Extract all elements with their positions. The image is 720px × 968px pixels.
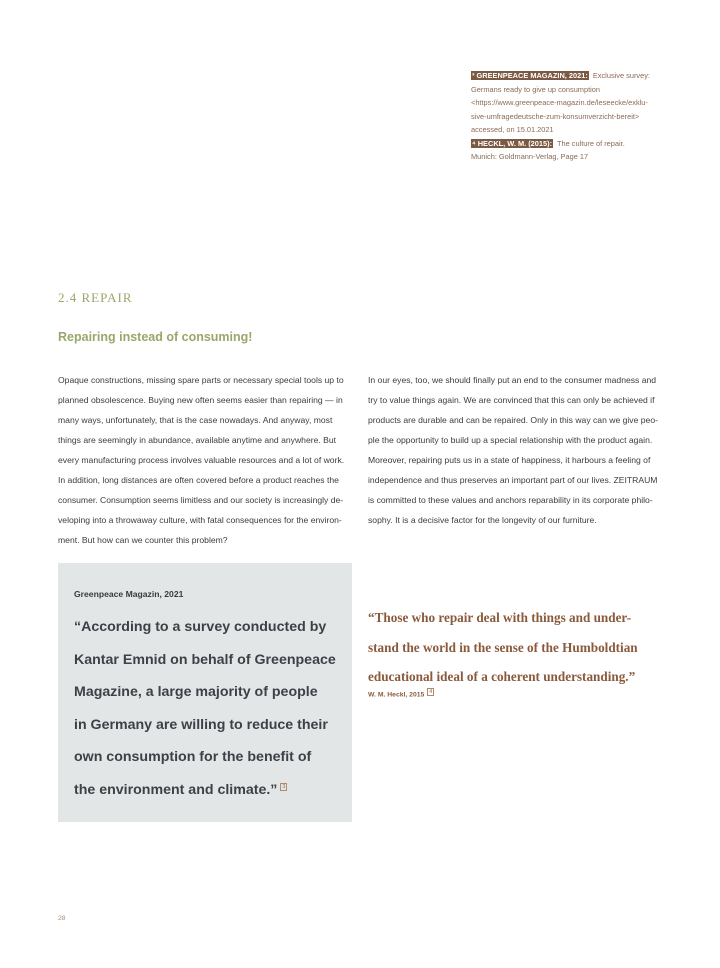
reference-line: Munich: Goldmann-Verlag, Page 17 [471,152,589,161]
body-line: ment. But how can we counter this problem? [58,535,228,545]
body-column-right [368,370,662,530]
body-line: many ways, unfortunately, that is the case nowadays. And anyway, most [58,415,333,425]
footnote-references [471,69,691,164]
body-line: veloping into a throwaway culture, with fatal consequences for the environ- [58,515,342,525]
pull-quote-line: “Those who repair deal with things and under- [368,610,632,625]
body-line: things are seemingly in abundance, available anytime and anywhere. But [58,435,337,445]
body-line: planned obsolescence. Buying new often seems easier than repairing — in [58,395,343,405]
reference-line: accessed, on 15.01.2021 [471,125,554,134]
body-line: In addition, long distances are often covered before a product reaches the [58,475,339,485]
reference-tag: ³ GREENPEACE MAGAZIN, 2021: [472,71,588,80]
quote-box [58,563,352,822]
pull-quote-author: W. M. Heckl, 2015 4 [368,688,434,698]
body-line: try to value things again. We are convinced that this can only be achieved if [368,395,655,405]
body-line: independence and thus preserves an important part of our lives. ZEITRAUM [368,475,658,485]
body-column-left [58,370,352,550]
reference-tag: ⁴ HECKL, W. M. (2015): [472,138,553,148]
quote-line: own consumption for the benefit of [74,749,312,765]
quote-line: in Germany are willing to reduce their [74,716,328,733]
footnote-ref-icon[interactable]: 4 [427,688,434,696]
body-line: ple the opportunity to build up a special relationship with the product again. [368,435,653,445]
quote-source: Greenpeace Magazin, 2021 [74,589,184,599]
reference-line: <https://www.greenpeace-magazin.de/leseecke/exklu- [471,98,648,107]
quote-text [74,611,349,806]
reference-line: ⁴ HECKL, W. M. (2015): The culture of repair. [472,138,625,148]
body-line: consumer. Consumption seems limitless and our society is increasingly de- [58,495,344,505]
pull-quote-line: educational ideal of a coherent understanding.” [368,669,636,684]
reference-line: sive-umfragedeutsche-zum-konsumverzicht-bereit> [471,111,640,121]
body-line: In our eyes, too, we should finally put an end to the consumer madness and [368,375,657,385]
quote-line: “According to a survey conducted by [74,619,327,635]
section-subheading: Repairing instead of consuming! [58,330,253,344]
quote-line: the environment and climate.” 3 [74,774,349,807]
page-number: 28 [58,915,66,922]
body-line: every manufacturing process involves valuable resources and a lot of work. [58,455,345,465]
section-title: 2.4 REPAIR [58,290,133,305]
body-line: products are durable and can be repaired. Only in this way can we give peo- [368,415,658,425]
reference-line: ³ GREENPEACE MAGAZIN, 2021: Exclusive survey: [472,71,650,80]
body-line: Moreover, repairing puts us in a state of happiness, it harbours a feeling of [368,455,651,465]
body-line: sophy. It is a decisive factor for the longevity of our furniture. [368,515,597,525]
quote-line: Kantar Emnid on behalf of Greenpeace [74,651,336,668]
pull-quote [368,603,668,692]
reference-line: Germans ready to give up consumption [471,84,600,94]
footnote-ref-icon[interactable]: 3 [280,783,287,791]
body-line: Opaque constructions, missing spare parts or necessary special tools up to [58,375,344,385]
pull-quote-line: stand the world in the sense of the Humboldtian [368,639,638,655]
quote-line: Magazine, a large majority of people [74,684,318,700]
body-line: is committed to these values and anchors reparability in its corporate philo- [368,495,653,505]
